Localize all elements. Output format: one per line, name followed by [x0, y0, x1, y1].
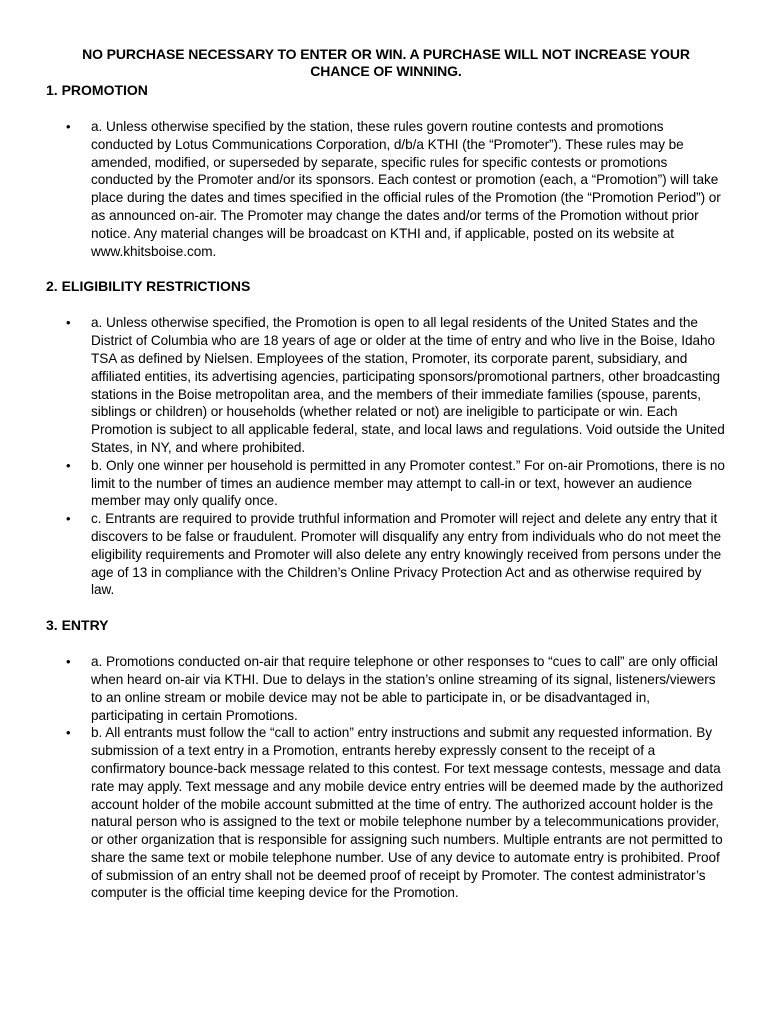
- eligibility-list: [46, 314, 726, 599]
- list-item: [46, 118, 726, 260]
- section-heading-eligibility: 2. ELIGIBILITY RESTRICTIONS: [46, 278, 251, 295]
- bullet-icon: •: [66, 654, 71, 670]
- list-item: [46, 457, 726, 510]
- list-item-text: c. Entrants are required to provide truthful information and Promoter will reject and delete any entry that it discovers to be false or fraudulent. Promoter will disqualify any entry from individuals who do not meet the eligibility requirements and Promoter will also delete any entry knowingly received from persons under the age of 13 in compliance with the Children’s Online Privacy Protection Act and as otherwise required by law.: [91, 511, 722, 598]
- section-heading-promotion: 1. PROMOTION: [46, 82, 148, 98]
- list-item: [46, 314, 726, 456]
- list-item-text: b. All entrants must follow the “call to action” entry instructions and submit any requested information. By submission of a text entry in a Promotion, entrants hereby expressly consent to the receipt of a confirmatory bounce-back message related to this contest. For text message contests, message and data rate may apply. Text message and any mobile device entry entries will be deemed made by the authorized account holder of the mobile account submitted at the time of entry. The authorized account holder is the natural person who is assigned to the text or mobile telephone number by a telecommunications provider, or other organization that is responsible for assigning such numbers. Multiple entrants are not permitted to share the same text or mobile telephone number. Use of any device to automate entry is prohibited. Proof of submission of an entry shall not be deemed proof of receipt by Promoter. The contest administrator’s computer is the official time keeping device for the Promotion.: [91, 725, 724, 901]
- bullet-icon: •: [66, 511, 71, 527]
- list-item-text: b. Only one winner per household is permitted in any Promoter contest.” For on-air Promotions, there is no limit to the number of times an audience member may attempt to call-in or text, however an audience member may only qualify once.: [91, 457, 725, 509]
- entry-list: [46, 653, 726, 902]
- list-item-text: a. Unless otherwise specified, the Promotion is open to all legal residents of the United States and the District of Columbia who are 18 years of age or older at the time of entry and who live in the Boise, Idaho TSA as defined by Nielsen. Employees of the station, Promoter, its corporate parent, subsidiary, and affiliated entities, its advertising agencies, participating sponsors/promotional partners, other broadcasting stations in the Boise metropolitan area, and the members of their immediate families (spouse, parents, siblings or children) or households (whether related or not) are ineligible to participate or win. Each Promotion is subject to all applicable federal, state, and local laws and regulations. Void outside the United States, in NY, and where prohibited.: [91, 315, 725, 455]
- bullet-icon: •: [66, 457, 71, 473]
- bullet-icon: •: [66, 119, 71, 134]
- document-title: NO PURCHASE NECESSARY TO ENTER OR WIN. A PURCHASE WILL NOT INCREASE YOUR CHANCE OF WINNING.: [82, 46, 690, 79]
- list-item: [46, 724, 726, 902]
- list-item: [46, 510, 726, 599]
- bullet-icon: •: [66, 315, 71, 331]
- promotion-list: [46, 118, 726, 260]
- list-item-text: a. Unless otherwise specified by the station, these rules govern routine contests and promotions conducted by Lotus Communications Corporation, d/b/a KTHI (the “Promoter”). These rules may be amended, modified, or superseded by separate, specific rules for specific contests or promotions conducted by the Promoter and/or its sponsors. Each contest or promotion (each, a “Promotion”) will take place during the dates and times specified in the official rules of the Promotion (the “Promotion Period”) or as announced on-air. The Promoter may change the dates and/or terms of the Promotion without prior notice. Any material changes will be broadcast on KTHI and, if applicable, posted on its website at www.khitsboise.com.: [91, 119, 721, 259]
- list-item-text: a. Promotions conducted on-air that require telephone or other responses to “cues to call” are only official when heard on-air via KTHI. Due to delays in the station’s online streaming of its signal, listeners/viewers to an online stream or mobile device may not be able to participate in, or be disadvantaged in, participating in certain Promotions.: [91, 654, 718, 723]
- section-heading-entry: 3. ENTRY: [46, 617, 109, 634]
- list-item: [46, 653, 726, 724]
- bullet-icon: •: [66, 725, 71, 741]
